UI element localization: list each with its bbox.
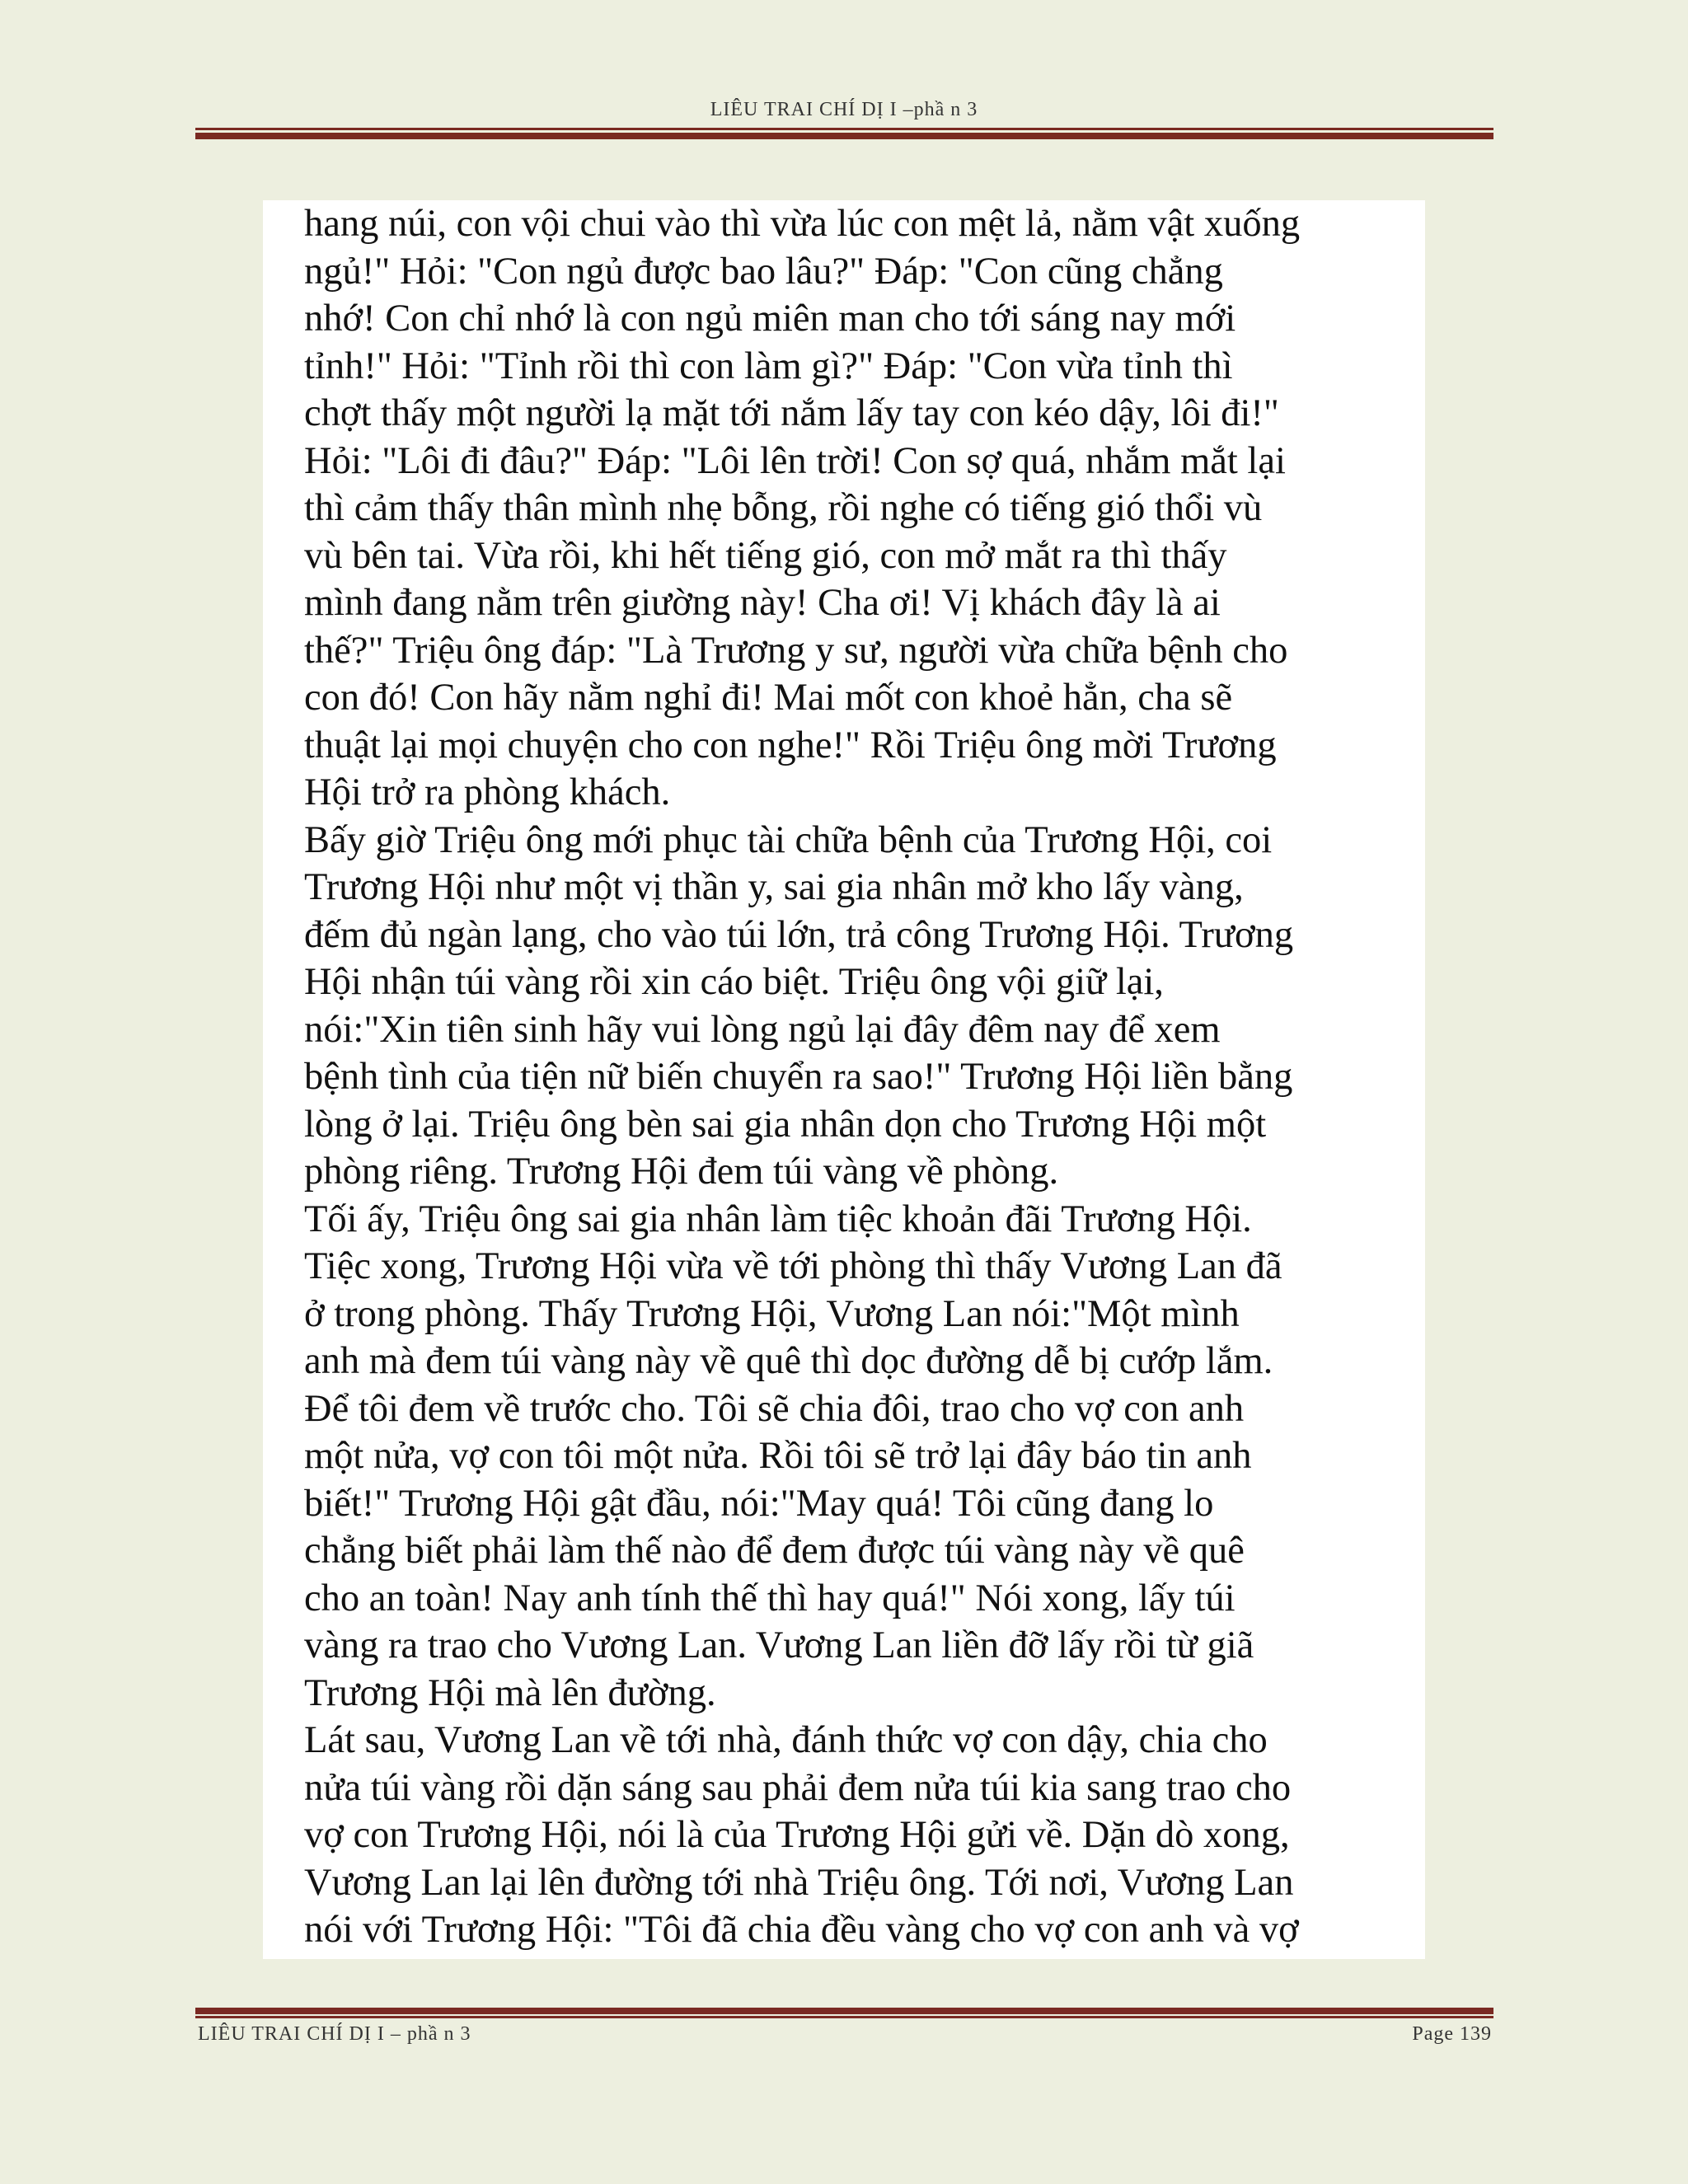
header-rule-thick (195, 133, 1493, 139)
footer-rule-thick (195, 2008, 1493, 2014)
page-text-panel (263, 200, 1425, 1959)
page-body-text: hang núi, con vội chui vào thì vừa lúc con mệt lả, nằm vật xuống ngủ!" Hỏi: "Con ngủ được bao lâu?" Đáp: "Con cũng chẳng nhớ! Con chỉ nhớ là con ngủ miên man cho tới sáng nay mới tỉnh!" Hỏi: "Tỉnh rồi thì con làm gì?" Đáp: "Con vừa tỉnh thì chợt thấy một người lạ mặt tới nắm lấy tay con kéo dậy, lôi đi!" Hỏi: "Lôi đi đâu?" Đáp: "Lôi lên trời! Con sợ quá, nhắm mắt lại thì cảm thấy thân mình nhẹ bỗng, rồi nghe có tiếng gió thổi vù vù bên tai. Vừa rồi, khi hết tiếng gió, con mở mắt ra thì thấy mình đang nằm trên giường này! Cha ơi! Vị khách đây là ai thế?" Triệu ông đáp: "Là Trương y sư, người vừa chữa bệnh cho con đó! Con hãy nằm nghỉ đi! Mai mốt con khoẻ hẳn, cha sẽ thuật lại mọi chuyện cho con nghe!" Rồi Triệu ông mời Trương Hội trở ra phòng khách. Bấy giờ Triệu ông mới phục tài chữa bệnh của Trương Hội, coi Trương Hội như một vị thần y, sai gia nhân mở kho lấy vàng, đếm đủ ngàn lạng, cho vào túi lớn, trả công Trương Hội. Trương Hội nhận túi vàng rồi xin cáo biệt. Triệu ông vội giữ lại, nói:"Xin tiên sinh hãy vui lòng ngủ lại đây đêm nay để xem bệnh tình của tiện nữ biến chuyển ra sao!" Trương Hội liền bằng lòng ở lại. Triệu ông bèn sai gia nhân dọn cho Trương Hội một phòng riêng. Trương Hội đem túi vàng về phòng. Tối ấy, Triệu ông sai gia nhân làm tiệc khoản đãi Trương Hội. Tiệc xong, Trương Hội vừa về tới phòng thì thấy Vương Lan đã ở trong phòng. Thấy Trương Hội, Vương Lan nói:"Một mình anh mà đem túi vàng này về quê thì dọc đường dễ bị cướp lắm. Để tôi đem về trước cho. Tôi sẽ chia đôi, trao cho vợ con anh một nửa, vợ con tôi một nửa. Rồi tôi sẽ trở lại đây báo tin anh biết!" Trương Hội gật đầu, nói:"May quá! Tôi cũng đang lo chẳng biết phải làm thế nào để đem được túi vàng này về quê cho an toàn! Nay anh tính thế thì hay quá!" Nói xong, lấy túi vàng ra trao cho Vương Lan. Vương Lan liền đỡ lấy rồi từ giã Trương Hội mà lên đường. Lát sau, Vương Lan về tới nhà, đánh thức vợ con dậy, chia cho nửa túi vàng rồi dặn sáng sau phải đem nửa túi kia sang trao cho vợ con Trương Hội, nói là của Trương Hội gửi về. Dặn dò xong, Vương Lan lại lên đường tới nhà Triệu ông. Tới nơi, Vương Lan nói với Trương Hội: "Tôi đã chia đều vàng cho vợ con anh và vợ (304, 203, 1301, 1951)
running-footer-title: LIÊU TRAI CHÍ DỊ I – phầ n 3 (198, 2023, 471, 2045)
running-header-title: LIÊU TRAI CHÍ DỊ I –phầ n 3 (710, 99, 978, 120)
header-rule-thin (195, 128, 1493, 130)
page-number: Page 139 (1412, 2023, 1492, 2045)
footer-rule-thin (195, 2016, 1493, 2018)
